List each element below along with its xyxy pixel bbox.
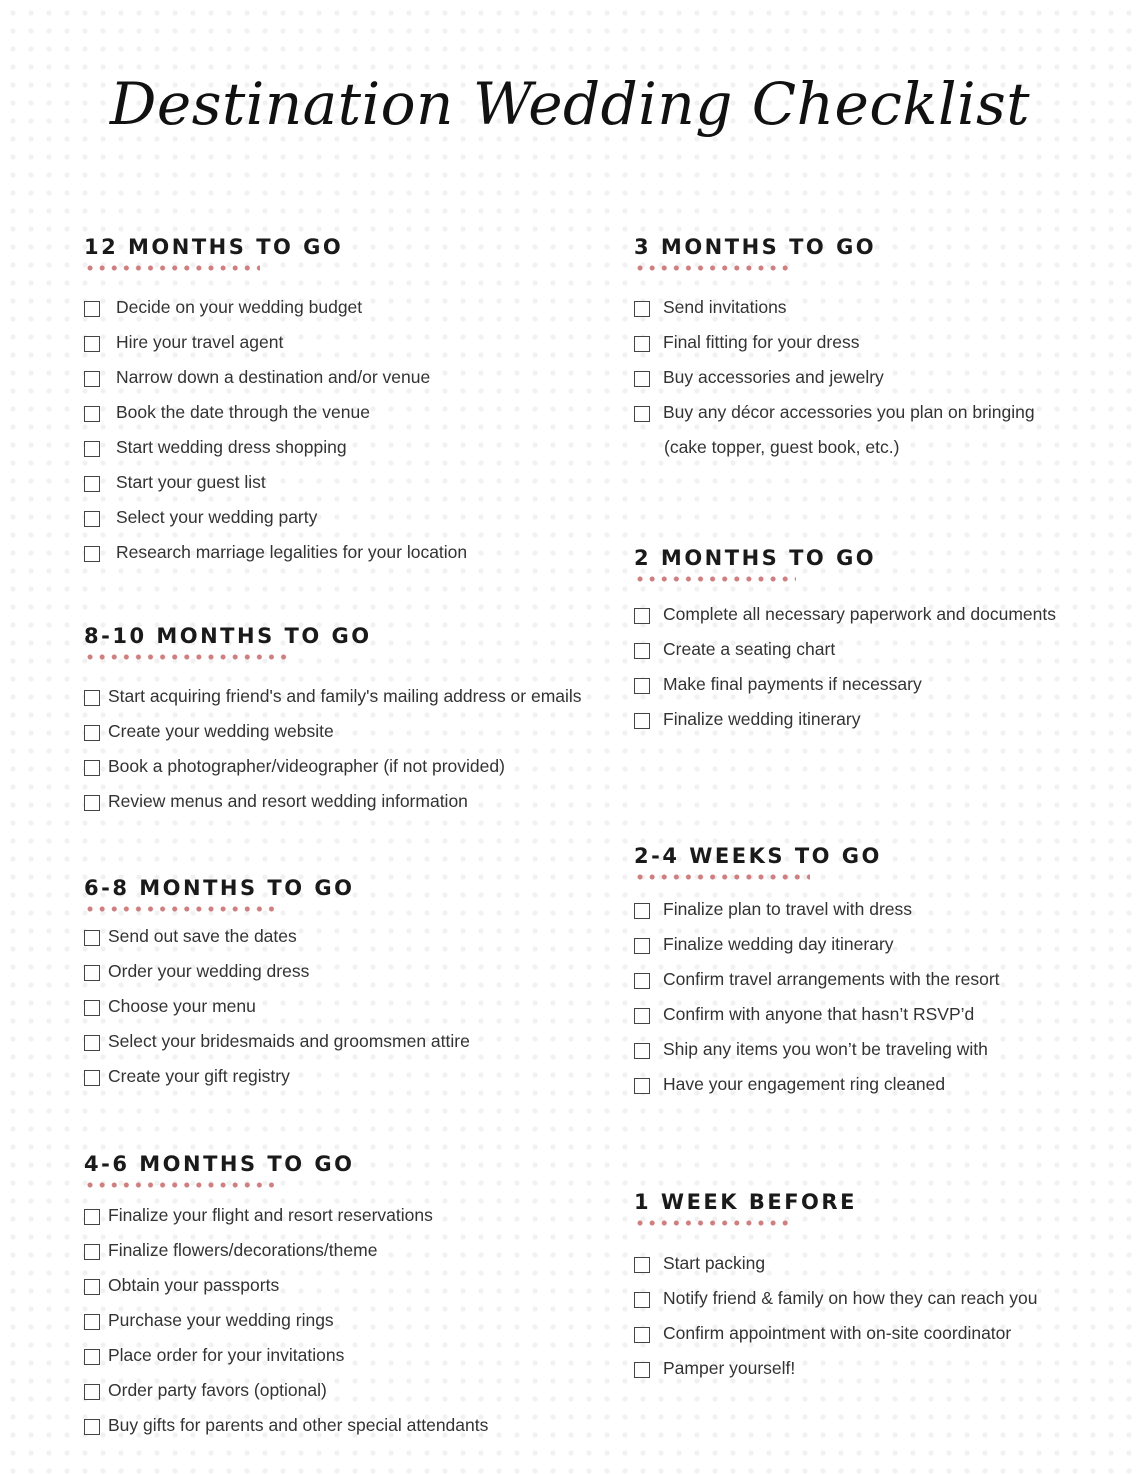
checklist-item bbox=[84, 714, 584, 749]
checklist-item bbox=[84, 1059, 564, 1094]
checklist-item-label: Book a photographer/videographer (if not provided) bbox=[108, 756, 505, 776]
checklist-item bbox=[84, 1268, 564, 1303]
checklist-item bbox=[84, 1303, 564, 1338]
checklist-item bbox=[84, 465, 564, 500]
checkbox[interactable] bbox=[634, 1362, 650, 1378]
checkbox[interactable] bbox=[634, 1292, 650, 1308]
checklist-item-label: Buy gifts for parents and other special attendants bbox=[108, 1415, 489, 1435]
checklist-item-label: Send invitations bbox=[663, 297, 787, 317]
checklist-item bbox=[84, 749, 584, 784]
checkbox[interactable] bbox=[84, 690, 100, 706]
section-heading: 2 MONTHS TO GO bbox=[634, 546, 877, 570]
checklist-item-label: Buy accessories and jewelry bbox=[663, 367, 884, 387]
checklist-item bbox=[84, 395, 564, 430]
checkbox[interactable] bbox=[634, 371, 650, 387]
checklist-item-label: Obtain your passports bbox=[108, 1275, 280, 1295]
checkbox[interactable] bbox=[84, 725, 100, 741]
checkbox[interactable] bbox=[84, 336, 100, 352]
checklist-item-label: Place order for your invitations bbox=[108, 1345, 345, 1365]
checklist bbox=[84, 290, 564, 570]
checklist-item-label: Start packing bbox=[663, 1253, 766, 1273]
checkbox[interactable] bbox=[634, 336, 650, 352]
checklist-item-label: Ship any items you won’t be traveling with bbox=[663, 1039, 988, 1059]
checkbox[interactable] bbox=[84, 1349, 100, 1365]
checkbox[interactable] bbox=[634, 643, 650, 659]
checkbox[interactable] bbox=[634, 1043, 650, 1059]
checkbox[interactable] bbox=[84, 760, 100, 776]
checklist bbox=[634, 892, 1114, 1102]
checklist-item bbox=[84, 430, 564, 465]
checklist-item-label: Review menus and resort wedding information bbox=[108, 791, 468, 811]
checklist-item bbox=[634, 290, 1114, 325]
checkbox[interactable] bbox=[634, 678, 650, 694]
checklist-item bbox=[84, 290, 564, 325]
section-4-6-months bbox=[84, 1150, 564, 1443]
checklist-item bbox=[634, 962, 1114, 997]
checklist-item-label: Research marriage legalities for your location bbox=[116, 542, 468, 562]
checklist-item-label: Purchase your wedding rings bbox=[108, 1310, 334, 1330]
checklist-item-label: Have your engagement ring cleaned bbox=[663, 1074, 946, 1094]
checklist-item-label: Book the date through the venue bbox=[116, 402, 370, 422]
dotted-divider bbox=[634, 874, 810, 880]
dotted-divider bbox=[84, 654, 289, 660]
checklist-item bbox=[634, 667, 1114, 702]
checklist-item-label: Finalize your flight and resort reservations bbox=[108, 1205, 433, 1225]
checkbox[interactable] bbox=[634, 406, 650, 422]
checklist bbox=[84, 1198, 564, 1443]
checkbox[interactable] bbox=[84, 1070, 100, 1086]
section-12-months bbox=[84, 233, 564, 570]
checklist-item bbox=[84, 919, 564, 954]
checkbox[interactable] bbox=[634, 301, 650, 317]
checklist-item-label: Order your wedding dress bbox=[108, 961, 310, 981]
section-6-8-months bbox=[84, 874, 564, 1094]
checklist-item bbox=[84, 1338, 564, 1373]
checklist bbox=[84, 679, 584, 819]
checklist-item bbox=[634, 325, 1114, 360]
checklist-item bbox=[634, 395, 1114, 430]
checkbox[interactable] bbox=[84, 930, 100, 946]
section-heading: 1 WEEK BEFORE bbox=[634, 1190, 857, 1214]
checkbox[interactable] bbox=[84, 1384, 100, 1400]
checklist-item bbox=[634, 1351, 1114, 1386]
checklist-item-label: Final fitting for your dress bbox=[663, 332, 860, 352]
checklist-item-label: Send out save the dates bbox=[108, 926, 297, 946]
checklist-item bbox=[634, 597, 1114, 632]
checkbox[interactable] bbox=[634, 1008, 650, 1024]
checklist-item bbox=[84, 679, 584, 714]
checklist-item bbox=[84, 500, 564, 535]
checklist-item-label: Choose your menu bbox=[108, 996, 256, 1016]
dotted-divider bbox=[84, 265, 260, 271]
page-title: Destination Wedding Checklist bbox=[109, 70, 1031, 138]
checklist bbox=[634, 597, 1114, 737]
checklist-item-label: Start your guest list bbox=[116, 472, 266, 492]
checklist-item bbox=[634, 1316, 1114, 1351]
checkbox[interactable] bbox=[84, 1279, 100, 1295]
section-2-4-weeks bbox=[634, 842, 1114, 1102]
checklist-item-label: Narrow down a destination and/or venue bbox=[116, 367, 431, 387]
section-heading: 3 MONTHS TO GO bbox=[634, 235, 877, 259]
checkbox[interactable] bbox=[634, 1078, 650, 1094]
checkbox[interactable] bbox=[634, 973, 650, 989]
checklist-item-label: Create your gift registry bbox=[108, 1066, 290, 1086]
checklist-item-label: Complete all necessary paperwork and documents bbox=[663, 604, 1056, 624]
checklist-item-label: Start acquiring friend's and family's mailing address or emails bbox=[108, 686, 582, 706]
checklist-item-label: Order party favors (optional) bbox=[108, 1380, 327, 1400]
checklist bbox=[84, 919, 564, 1094]
checklist-item-label: Finalize flowers/decorations/theme bbox=[108, 1240, 378, 1260]
checklist-item-label: Finalize wedding itinerary bbox=[663, 709, 861, 729]
dotted-divider bbox=[634, 576, 796, 582]
dotted-divider bbox=[84, 906, 274, 912]
checklist-item bbox=[634, 632, 1114, 667]
checklist-item bbox=[84, 1024, 564, 1059]
checklist-item-label: Start wedding dress shopping bbox=[116, 437, 347, 457]
dotted-divider bbox=[634, 1220, 794, 1226]
checklist-item-label: Decide on your wedding budget bbox=[116, 297, 363, 317]
checkbox[interactable] bbox=[634, 903, 650, 919]
checkbox[interactable] bbox=[634, 938, 650, 954]
checklist-item bbox=[634, 360, 1114, 395]
checkbox[interactable] bbox=[84, 371, 100, 387]
checkbox[interactable] bbox=[84, 1035, 100, 1051]
checkbox[interactable] bbox=[634, 1257, 650, 1273]
checklist-item bbox=[634, 1246, 1114, 1281]
checklist-item bbox=[84, 325, 564, 360]
section-heading: 2-4 WEEKS TO GO bbox=[634, 844, 882, 868]
checklist-item-label: Make final payments if necessary bbox=[663, 674, 922, 694]
section-heading: 12 MONTHS TO GO bbox=[84, 235, 344, 259]
checklist-item-label: Confirm with anyone that hasn’t RSVP’d bbox=[663, 1004, 975, 1024]
checklist-item-label: Select your bridesmaids and groomsmen attire bbox=[108, 1031, 470, 1051]
checklist-item-label: Select your wedding party bbox=[116, 507, 318, 527]
section-3-months bbox=[634, 233, 1114, 465]
checkbox[interactable] bbox=[84, 476, 100, 492]
dotted-divider bbox=[84, 1182, 274, 1188]
checklist-item bbox=[84, 1198, 564, 1233]
checkbox[interactable] bbox=[634, 713, 650, 729]
checkbox[interactable] bbox=[84, 1419, 100, 1435]
checklist-item bbox=[84, 989, 564, 1024]
checklist-item-label: Buy any décor accessories you plan on bringing bbox=[663, 402, 1035, 422]
checkbox[interactable] bbox=[634, 1327, 650, 1343]
checkbox[interactable] bbox=[84, 965, 100, 981]
checkbox[interactable] bbox=[84, 406, 100, 422]
checkbox[interactable] bbox=[84, 1000, 100, 1016]
checklist-item-label: Create your wedding website bbox=[108, 721, 334, 741]
checkbox[interactable] bbox=[84, 301, 100, 317]
checkbox[interactable] bbox=[84, 1244, 100, 1260]
section-8-10-months bbox=[84, 622, 584, 819]
dotted-divider bbox=[634, 265, 794, 271]
checklist-item-label: Confirm travel arrangements with the resort bbox=[663, 969, 1000, 989]
checklist bbox=[634, 1246, 1114, 1386]
checklist-item-label: Create a seating chart bbox=[663, 639, 836, 659]
checklist-item-label: Pamper yourself! bbox=[663, 1358, 796, 1378]
section-heading: 8-10 MONTHS TO GO bbox=[84, 624, 372, 648]
section-heading: 6-8 MONTHS TO GO bbox=[84, 876, 355, 900]
checkbox[interactable] bbox=[84, 441, 100, 457]
checklist bbox=[634, 290, 1114, 430]
checklist-item bbox=[84, 535, 564, 570]
checklist-item bbox=[634, 927, 1114, 962]
checklist-item bbox=[84, 1373, 564, 1408]
section-1-week bbox=[634, 1188, 1114, 1386]
checklist-item-label: Notify friend & family on how they can reach you bbox=[663, 1288, 1038, 1308]
checkbox[interactable] bbox=[84, 546, 100, 562]
checklist-item bbox=[84, 954, 564, 989]
section-heading: 4-6 MONTHS TO GO bbox=[84, 1152, 355, 1176]
checklist-item bbox=[634, 1281, 1114, 1316]
checklist-item bbox=[84, 784, 584, 819]
checkbox[interactable] bbox=[84, 1314, 100, 1330]
checklist-item bbox=[84, 1408, 564, 1443]
checkbox[interactable] bbox=[84, 1209, 100, 1225]
checklist-item-label: Finalize wedding day itinerary bbox=[663, 934, 894, 954]
section-2-months bbox=[634, 544, 1114, 737]
checklist-item bbox=[634, 1032, 1114, 1067]
item-continuation: (cake topper, guest book, etc.) bbox=[664, 437, 900, 457]
checklist-item-label: Confirm appointment with on-site coordinator bbox=[663, 1323, 1012, 1343]
checklist-item bbox=[634, 1067, 1114, 1102]
checkbox[interactable] bbox=[634, 608, 650, 624]
checklist-item-label: Hire your travel agent bbox=[116, 332, 284, 352]
checklist-item bbox=[84, 360, 564, 395]
checkbox[interactable] bbox=[84, 511, 100, 527]
checklist-item bbox=[634, 702, 1114, 737]
checklist-item bbox=[84, 1233, 564, 1268]
checklist-item bbox=[634, 997, 1114, 1032]
checklist-item-label: Finalize plan to travel with dress bbox=[663, 899, 912, 919]
checkbox[interactable] bbox=[84, 795, 100, 811]
checklist-item bbox=[634, 892, 1114, 927]
